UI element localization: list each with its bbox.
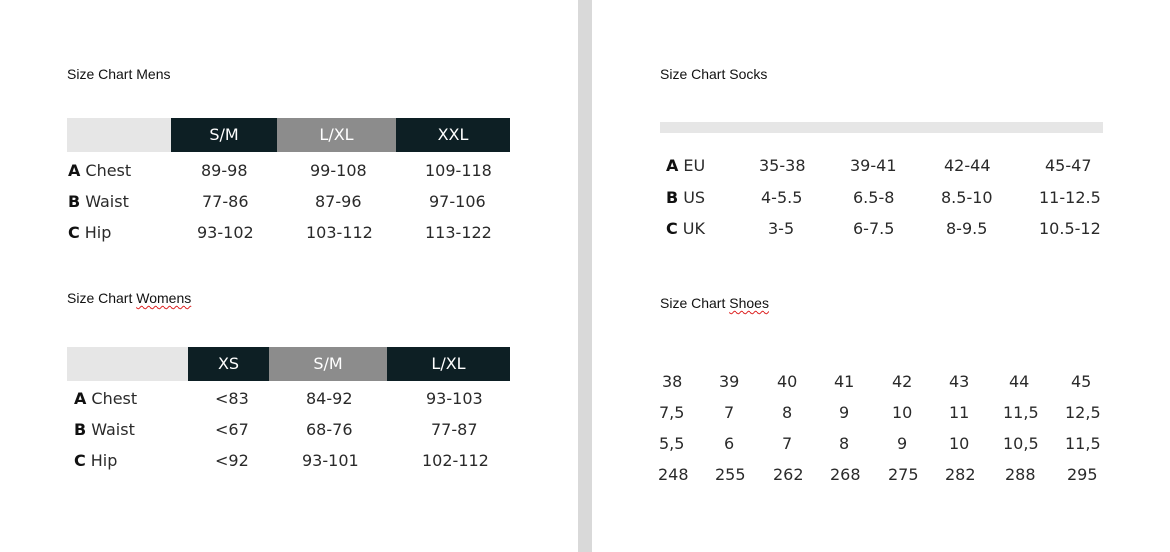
socks-header-bar (660, 122, 1103, 133)
table-cell: 3-5 (768, 219, 795, 238)
table-cell: 10.5-12 (1039, 219, 1101, 238)
table-cell: 288 (1005, 465, 1036, 484)
table-cell: 35-38 (759, 156, 806, 175)
table-cell: 42-44 (944, 156, 991, 175)
table-cell: 8-9.5 (946, 219, 988, 238)
table-cell: 39-41 (850, 156, 897, 175)
table-cell: 8 (782, 403, 793, 422)
womens-size-header: S/M (269, 347, 387, 381)
mens-header-blank (67, 118, 171, 152)
table-cell: 11,5 (1065, 434, 1101, 453)
table-cell: 102-112 (422, 451, 489, 470)
table-cell: 268 (830, 465, 861, 484)
row-label: B Waist (74, 420, 135, 439)
table-cell: 87-96 (315, 192, 362, 211)
womens-size-header: L/XL (387, 347, 510, 381)
table-cell: 93-101 (302, 451, 359, 470)
table-cell: 99-108 (310, 161, 367, 180)
womens-header-blank (67, 347, 188, 381)
table-cell: 68-76 (306, 420, 353, 439)
table-cell: 282 (945, 465, 976, 484)
table-cell: 38 (662, 372, 683, 391)
table-cell: 11-12.5 (1039, 188, 1101, 207)
row-label: A EU (666, 156, 706, 175)
table-cell: 45 (1071, 372, 1092, 391)
table-cell: 7 (782, 434, 793, 453)
table-cell: 7 (724, 403, 735, 422)
right-page (592, 0, 1170, 552)
page-gutter (578, 0, 592, 552)
table-cell: 42 (892, 372, 913, 391)
womens-title: Size Chart Womens (67, 290, 192, 306)
table-cell: 12,5 (1065, 403, 1101, 422)
table-cell: 6-7.5 (853, 219, 895, 238)
table-cell: 10 (949, 434, 970, 453)
table-cell: <83 (215, 389, 249, 408)
row-label: B US (666, 188, 706, 207)
mens-size-header: L/XL (277, 118, 396, 152)
table-cell: 6.5-8 (853, 188, 895, 207)
table-cell: 89-98 (201, 161, 248, 180)
table-cell: 44 (1009, 372, 1030, 391)
row-label: B Waist (68, 192, 129, 211)
table-cell: 39 (719, 372, 740, 391)
table-cell: 109-118 (425, 161, 492, 180)
table-cell: <92 (215, 451, 249, 470)
table-cell: 295 (1067, 465, 1098, 484)
table-cell: 45-47 (1045, 156, 1092, 175)
mens-title: Size Chart Mens (67, 66, 171, 82)
table-cell: 93-102 (197, 223, 254, 242)
table-cell: 93-103 (426, 389, 483, 408)
table-cell: 43 (949, 372, 970, 391)
row-label: C UK (666, 219, 705, 238)
womens-size-header: XS (188, 347, 269, 381)
row-label: A Chest (68, 161, 132, 180)
table-cell: 77-87 (431, 420, 478, 439)
table-cell: 275 (888, 465, 919, 484)
table-cell: 6 (724, 434, 735, 453)
table-cell: 8 (839, 434, 850, 453)
table-cell: <67 (215, 420, 249, 439)
table-cell: 5,5 (659, 434, 685, 453)
row-label: C Hip (68, 223, 112, 242)
table-cell: 248 (658, 465, 689, 484)
table-cell: 8.5-10 (941, 188, 993, 207)
table-cell: 41 (834, 372, 855, 391)
mens-size-header: S/M (171, 118, 277, 152)
table-cell: 10,5 (1003, 434, 1039, 453)
table-cell: 255 (715, 465, 746, 484)
table-cell: 40 (777, 372, 798, 391)
table-cell: 10 (892, 403, 913, 422)
table-cell: 113-122 (425, 223, 492, 242)
socks-title: Size Chart Socks (660, 66, 768, 82)
mens-size-header: XXL (396, 118, 510, 152)
table-cell: 9 (897, 434, 908, 453)
table-cell: 103-112 (306, 223, 373, 242)
left-page (0, 0, 578, 552)
table-cell: 84-92 (306, 389, 353, 408)
row-label: C Hip (74, 451, 118, 470)
table-cell: 7,5 (659, 403, 685, 422)
table-cell: 4-5.5 (761, 188, 803, 207)
row-label: A Chest (74, 389, 138, 408)
table-cell: 11,5 (1003, 403, 1039, 422)
table-cell: 77-86 (202, 192, 249, 211)
table-cell: 262 (773, 465, 804, 484)
table-cell: 97-106 (429, 192, 486, 211)
table-cell: 11 (949, 403, 970, 422)
shoes-title: Size Chart Shoes (660, 295, 769, 311)
table-cell: 9 (839, 403, 850, 422)
